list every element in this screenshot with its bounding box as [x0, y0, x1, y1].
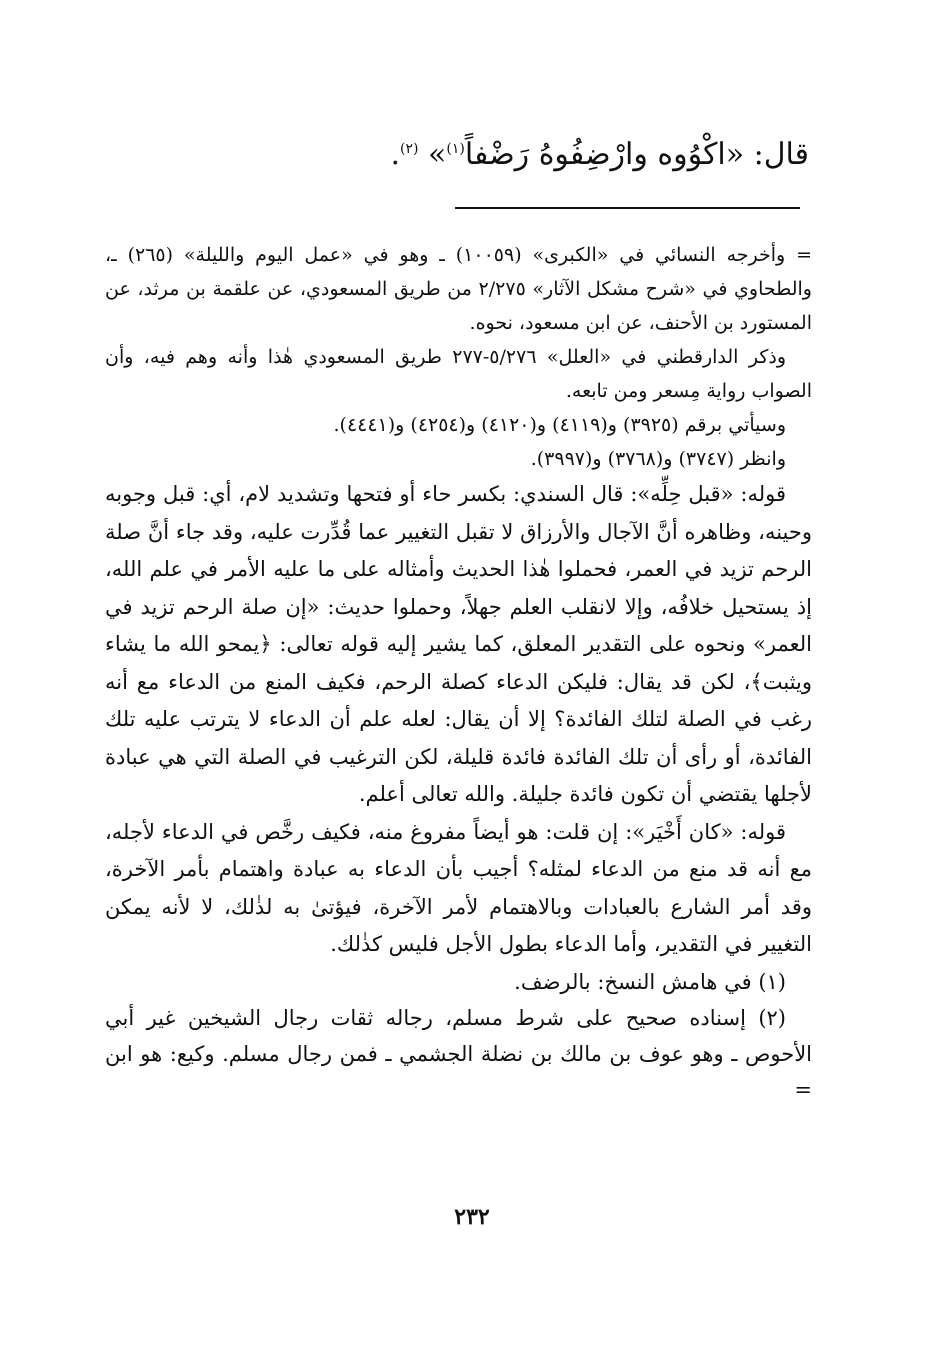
page-number: ٢٣٢: [454, 1204, 490, 1230]
commentary-paragraph-6: قوله: «كان أَخْيَر»: إن قلت: هو أيضاً مفروغ منه، فكيف رخَّص في الدعاء لأجله، مع أنه قد منع من الدعاء لمثله؟ أجيب بأن الدعاء به عبادة واهتمام بأمر الآخرة، وقد أمر الشارع بالعبادات وبالاهتمام لأمر الآخرة، فيؤتىٰ به لذٰلك، لا لأنه يمكن التغيير في التقدير، وأما الدعاء بطول الأجل فليس كذٰلك.: [105, 819, 812, 956]
commentary-paragraph-2: وذكر الدارقطني في «العلل» ٥/٢٧٦-٢٧٧ طريق المسعودي هٰذا وأنه وهم فيه، وأن الصواب رواية مِسعر ومن تابعه.: [105, 346, 812, 402]
commentary-paragraph-5: قوله: «قبل حِلِّه»: قال السندي: بكسر حاء أو فتحها وتشديد لام، أي: قبل وجوبه وحينه، وظاهره أنَّ الآجال والأرزاق لا تقبل التغيير عما قُدِّرت عليه، وقد جاء أنَّ صلة الرحم تزيد في العمر، فحملوا هٰذا الحديث وأمثاله على ما عليه الأمر في علم الله، إذ يستحيل خلافُه، وإلا لانقلب العلم جهلاً، وحملوا حديث: «إن صلة الرحم تزيد في العمر» ونحوه على التقدير المعلق، كما يشير إليه قوله تعالى: ﴿يمحو الله ما يشاء ويثبت﴾، لكن قد يقال: فليكن الدعاء كصلة الرحم، فكيف المنع من الدعاء مع أنه رغب في الصلة لتلك الفائدة؟ إلا أن يقال: لعله علم أن الدعاء لا يترتب عليه تلك الفائدة، أو رأى أن تلك الفائدة فائدة قليلة، لكن الترغيب في الصلة التي هي عبادة لأجلها يقتضي أن تكون فائدة جليلة. والله تعالى أعلم.: [105, 482, 812, 806]
footnote-ref-1[interactable]: (١): [446, 141, 465, 157]
footnote-ref-2[interactable]: (٢): [400, 141, 419, 157]
quote-close-mark: »: [428, 137, 447, 172]
header-period: .: [390, 137, 401, 172]
footnote-2: (٢) إسناده صحيح على شرط مسلم، رجاله ثقات رجال الشيخين غير أبي الأحوص ـ وهو عوف بن مالك بن نضلة الجشمي ـ فمن رجال مسلم. وكيع: هو ابن =: [105, 1005, 812, 1102]
notes-block: [105, 238, 812, 1108]
footnote-separator-rule: [455, 207, 800, 209]
commentary-paragraph-4: وانظر (٣٧٤٧) و(٣٧٦٨) و(٣٩٩٧).: [530, 448, 786, 470]
footnote-1: (١) في هامش النسخ: بالرضف.: [514, 969, 786, 994]
commentary-paragraph-1: = وأخرجه النسائي في «الكبرى» (١٠٠٥٩) ـ وهو في «عمل اليوم والليلة» (٢٦٥) ـ، والطحاوي في «شرح مشكل الآثار» ٢/٢٧٥ من طريق المسعودي، عن علقمة بن مرثد، عن المستورد بن الأحنف، عن ابن مسعود، نحوه.: [105, 244, 812, 334]
commentary-paragraph-3: وسيأتي برقم (٣٩٢٥) و(٤١١٩) و(٤١٢٠) و(٤٢٥٤) و(٤٤٤١).: [333, 414, 786, 436]
hadith-quote: قال: «اكْوُوه وارْضِفُوهُ رَضْفاً: [464, 137, 809, 172]
hadith-header-line: [109, 133, 809, 177]
